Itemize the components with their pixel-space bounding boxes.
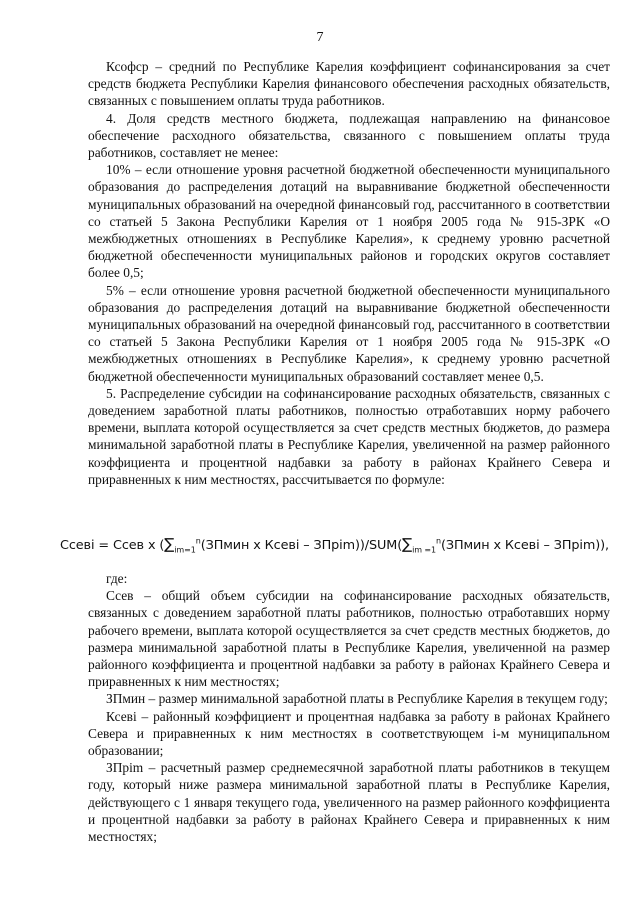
- sum1-lower-bound: im=1: [174, 545, 196, 555]
- sum-symbol-1: ∑: [164, 535, 175, 553]
- paragraph-section-5: 5. Распределение субсидии на софинансирование расходных обязательств, связанных с доведением заработной платы работников, полностью отработавших норму рабочего времени, выплата которой осуществляется за счет средств местных бюджетов, до размера минимальной заработной платы в Республике Карелия, увеличенной на размер районного коэффициента и процентной надбавки за работу в районах Крайнего Севера и приравненных к ним местностях, рассчитывается по формуле:: [88, 385, 610, 487]
- formula-mid: )/SUM(: [359, 538, 403, 553]
- definition-zpmin: ЗПмин – размер минимальной заработной платы в Республике Карелия в текущем году;: [106, 691, 608, 707]
- sum2-upper-bound: n: [435, 536, 441, 546]
- definition-ssev: Ссев – общий объем субсидии на софинансирование расходных обязательств, связанных с доведением заработной платы работников, полностью отработавших норму рабочего времени, выплата которой осуществляется за счет средств местных бюджетов, до размера минимальной заработной платы в Республике Карелия, увеличенной на размер районного коэффициента и процентной надбавки за работу в районах Крайнего Севера и приравненных к ним местностях;: [88, 588, 610, 690]
- formula-lhs: Ссевi = Ссев х (: [60, 538, 165, 553]
- formula-term-2: (ЗПмин х Ксевi – ЗПpim): [440, 538, 601, 553]
- subsidy-formula: [60, 535, 625, 555]
- sum1-upper-bound: n: [195, 536, 201, 546]
- definition-ksevi: Ксевi – районный коэффициент и процентная надбавка за работу в районах Крайнего Севера и приравненных к ним местностях в соответствующем i-м муниципальном образовании;: [88, 708, 610, 759]
- definition-zppim: ЗПpim – расчетный размер среднемесячной заработной платы работников в текущем году, который ниже размера минимальной заработной платы в Республике Карелия, действующего с 1 января текущего года, увеличенного на размер районного коэффициента и процентной надбавки за работу в районах Крайнего Севера и приравненных к ним местностях;: [88, 760, 610, 845]
- paragraph-5-percent: 5% – если отношение уровня расчетной бюджетной обеспеченности муниципального образования до распределения дотаций на выравнивание бюджетной обеспеченности муниципальных образований на очередной финансовый год, рассчитанного в соответствии со статьей 5 Закона Республики Карелия от 1 ноября 2005 года № 915-ЗРК «О межбюджетных отношениях в Республике Карелия», к среднему уровню расчетной бюджетной обеспеченности муниципальных образований составляет менее 0,5.: [88, 282, 610, 384]
- sum2-lower-bound: im =1: [412, 545, 436, 555]
- sum-symbol-2: ∑: [402, 535, 413, 553]
- formula-term-1: (ЗПмин х Ксевi – ЗПpim): [200, 538, 360, 553]
- paragraph-10-percent: 10% – если отношение уровня расчетной бюджетной обеспеченности муниципального образования до распределения дотаций на выравнивание бюджетной обеспеченности муниципальных образований на очередной финансовый год, рассчитанного в соответствии со статьей 5 Закона Республики Карелия от 1 ноября 2005 года № 915-ЗРК «О межбюджетных отношениях в Республике Карелия», к среднему уровню расчетной бюджетной обеспеченности муниципальных районов и городских округов составляет более 0,5;: [88, 162, 610, 281]
- where-label: где:: [106, 571, 128, 586]
- paragraph-section-4: 4. Доля средств местного бюджета, подлежащая направлению на финансовое обеспечение расходного обязательства, связанного с повышением оплаты труда работников, составляет не менее:: [88, 110, 610, 161]
- page-number: 7: [316, 30, 324, 45]
- paragraph-ksofsr-definition: Ксофср – средний по Республике Карелия коэффициент софинансирования за счет средств бюджета Республики Карелия финансового обеспечения расходных обязательств, связанных с повышением оплаты труда работников.: [88, 59, 610, 109]
- formula-end: ),: [600, 538, 609, 553]
- body-text-definitions: [88, 570, 610, 845]
- body-text-top: [88, 58, 610, 488]
